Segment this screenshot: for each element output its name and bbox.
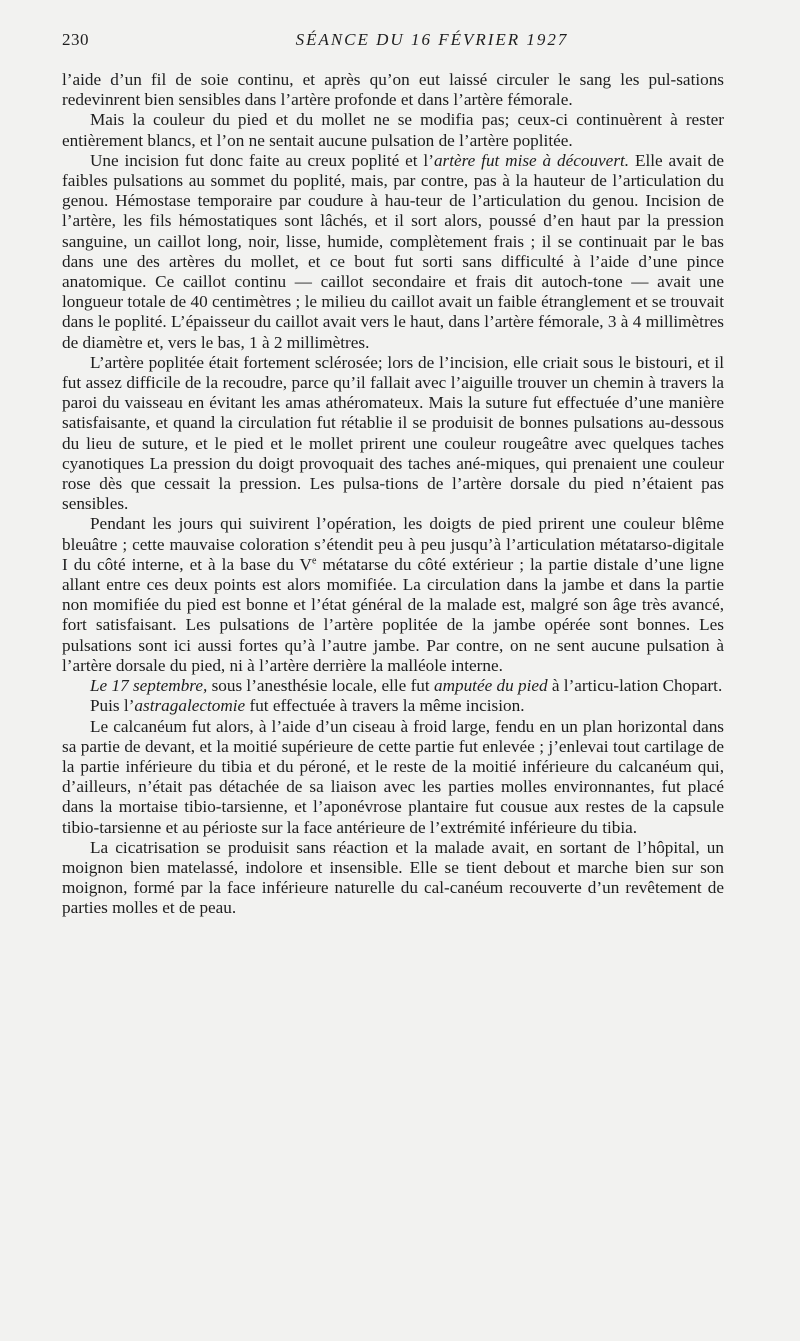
italic-phrase: amputée du pied [433, 676, 548, 696]
page-number: 230 [62, 30, 89, 49]
paragraph-text-start: Pendant les jours qui suivirent l’opération, les doigts de pied prirent une couleur blême bleuâtre ; cette mauvaise coloration s’étendit peu à peu jusqu’à l’articulation métatarso-digitale I du côté interne, et à la base du V [62, 514, 724, 574]
running-head: SÉANCE DU 16 FÉVRIER 1927 [295, 30, 569, 49]
paragraph-3 [62, 151, 724, 353]
paragraph-text-mid: sous l’anesthésie locale, elle fut [207, 676, 434, 696]
paragraph-text-end: fut effectuée à travers la même incision. [245, 696, 525, 716]
paragraph-4 [62, 353, 724, 515]
paragraph-2 [62, 110, 724, 150]
paragraph-text: Le calcanéum fut alors, à l’aide d’un ciseau à froid large, fendu en un plan horizontal dans sa partie de devant, et la moitié supérieure de cette partie fut enlevée ; j’enlevai tout cartilage de la partie inférieure du tibia et du péroné, et le reste de la moitié inférieure du calcanéum qui, d’ailleurs, n’était pas détachée de sa liaison avec les parties molles environnantes, fut placé dans la mortaise tibio-tarsienne, et l’aponévrose plantaire fut cousue aux restes de la capsule tibio-tarsienne et au périoste sur la face antérieure de l’extrémité inférieure du tibia. [62, 716, 724, 837]
paragraph-text-end: métatarse du côté extérieur ; la partie distale d’une ligne allant entre ces deux points est alors momifiée. La circulation dans la jambe et dans la partie non momifiée du pied est bonne et l’état général de la malade est, malgré son âge très avancé, fort satisfaisant. Les pulsations de l’artère poplitée de la jambe opérée sont bonnes. Les pulsations sont ici aussi fortes qu’à l’autre jambe. Par contre, on ne sent aucune pulsation à l’artère dorsale du pied, ni à l’artère derrière la malléole interne. [62, 554, 724, 675]
paragraph-7 [62, 696, 724, 716]
italic-date: Le 17 septembre, [90, 676, 208, 696]
paragraph-text-end: Elle avait de faibles pulsations au sommet du poplité, mais, par contre, pas à la hauteur de l’articulation du genou. Hémostase temporaire par coudure à hau-teur de l’articulation du genou. Incision de l’artère, les fils hémostatiques sont lâchés, et il sort alors, poussé d’en haut par la pression sanguine, un caillot long, noir, lisse, humide, complètement frais ; il se continuait par le bas dans une des artères du mollet, et ce bout fut sorti sans difficulté à l’aide d’une pince anatomique. Ce caillot continu — caillot secondaire et frais dit autoch-tone — avait une longueur totale de 40 centimètres ; le milieu du caillot avait un faible étranglement et se trouvait dans le poplité. L’épaisseur du caillot avait vers le haut, dans l’artère fémorale, 3 à 4 millimètres de diamètre et, vers le bas, 1 à 2 millimètres. [62, 150, 724, 352]
superscript: e [311, 555, 317, 567]
paragraph-text: l’aide d’un fil de soie continu, et après qu’on eut laissé circuler le sang les pul-sations redevinrent bien sensibles dans l’artère profonde et dans l’artère fémorale. [62, 70, 724, 110]
paragraph-text: Mais la couleur du pied et du mollet ne se modifia pas; ceux-ci continuèrent à rester entièrement blancs, et l’on ne sentait aucune pulsation de l’artère poplitée. [62, 110, 724, 150]
paragraph-9 [62, 838, 724, 919]
paragraph-text-start: Puis l’ [90, 696, 135, 716]
page-header [62, 30, 742, 54]
body-text [62, 70, 724, 919]
paragraph-text-end: à l’articu-lation Chopart. [547, 676, 723, 696]
paragraph-text: La cicatrisation se produisit sans réaction et la malade avait, en sortant de l’hôpital, un moignon bien matelassé, indolore et insensible. Elle se tient debout et marche bien sur son moignon, formé par la face inférieure naturelle du cal-canéum recouverte d’un revêtement de parties molles et de peau. [62, 837, 724, 918]
paragraph-8 [62, 717, 724, 838]
paragraph-5 [62, 514, 724, 676]
paragraph-text: L’artère poplitée était fortement sclérosée; lors de l’incision, elle criait sous le bistouri, et il fut assez difficile de la recoudre, parce qu’il fallait avec l’aiguille trouver un chemin à travers la paroi du vaisseau en évitant les amas athéromateux. Mais la suture fut effectuée d’une manière satisfaisante, et quand la circulation fut rétablie il se produisit de bonnes pulsations au-dessous du lieu de suture, et le pied et le mollet prirent une couleur rougeâtre avec quelques taches cyanotiques La pression du doigt provoquait des taches ané-miques, qui prenaient une couleur rose dès que cessait la pression. Les pulsa-tions de l’artère dorsale du pied n’étaient pas sensibles. [62, 352, 724, 514]
italic-term: astragalectomie [134, 696, 246, 716]
paragraph-text-start: Une incision fut donc faite au creux poplité et l’ [90, 150, 434, 170]
paragraph-1 [62, 70, 724, 110]
italic-phrase: artère fut mise à découvert. [433, 150, 630, 170]
paragraph-6 [62, 676, 724, 696]
